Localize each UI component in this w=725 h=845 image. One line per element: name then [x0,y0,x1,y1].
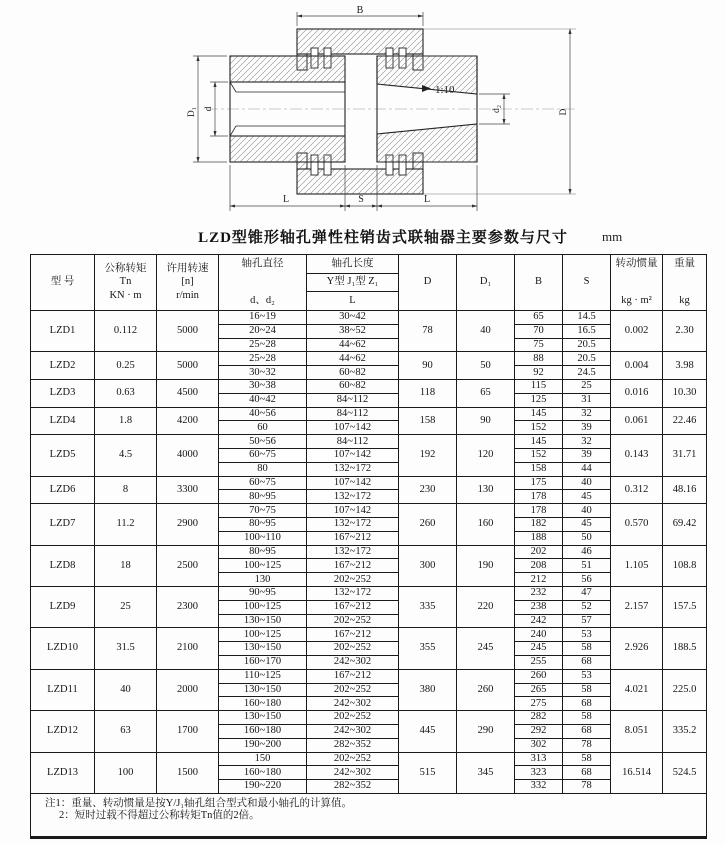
table-body [31,311,707,794]
cell-S: 44 [563,462,611,476]
cell-speed: 1700 [157,711,219,752]
cell-model: LZD4 [31,407,95,435]
cell-weight: 225.0 [663,669,707,710]
cell-weight: 48.16 [663,476,707,504]
cell-S: 58 [563,642,611,656]
cell-D1: 220 [457,586,515,627]
cell-torque: 4.5 [95,435,157,476]
parameters-table [30,254,707,839]
cell-S: 32 [563,435,611,449]
cell-B: 178 [515,490,563,504]
table-row [31,476,707,490]
dim-label-l-right: L [423,194,431,205]
cell-bore-length: 84~112 [307,393,399,407]
table-header [31,255,707,311]
cell-D: 515 [399,752,457,793]
cell-S: 53 [563,669,611,683]
cell-model: LZD12 [31,711,95,752]
cell-inertia: 8.051 [611,711,663,752]
cell-bore-diameter: 160~180 [219,724,307,738]
cell-S: 50 [563,531,611,545]
cell-bore-length: 132~172 [307,490,399,504]
table-row [31,545,707,559]
cell-B: 242 [515,614,563,628]
cell-D1: 65 [457,379,515,407]
cell-bore-diameter: 130~150 [219,683,307,697]
cell-model: LZD1 [31,311,95,352]
cell-bore-diameter: 100~125 [219,559,307,573]
header-length-symbol: L [349,295,356,307]
cell-inertia: 0.061 [611,407,663,435]
cell-D: 78 [399,311,457,352]
cell-B: 332 [515,780,563,794]
cell-bore-length: 167~212 [307,600,399,614]
cell-weight: 3.98 [663,352,707,380]
cell-S: 20.5 [563,352,611,366]
cell-bore-length: 60~82 [307,366,399,380]
cell-B: 182 [515,517,563,531]
cell-S: 25 [563,379,611,393]
cell-bore-diameter: 60~75 [219,476,307,490]
cell-bore-length: 202~252 [307,573,399,587]
cell-bore-diameter: 40~56 [219,407,307,421]
cell-B: 92 [515,366,563,380]
cell-bore-diameter: 130 [219,573,307,587]
cell-B: 175 [515,476,563,490]
dim-label-d2: d₂ [492,104,502,114]
cell-D1: 130 [457,476,515,504]
cell-S: 32 [563,407,611,421]
cell-S: 68 [563,724,611,738]
table-row [31,311,707,325]
cell-D1: 190 [457,545,515,586]
cell-weight: 188.5 [663,628,707,669]
cell-D: 158 [399,407,457,435]
cell-B: 323 [515,766,563,780]
cell-torque: 0.112 [95,311,157,352]
header-inertia-title: 转动惯量 [615,258,658,269]
cell-B: 265 [515,683,563,697]
cell-D: 260 [399,504,457,545]
cell-model: LZD11 [31,669,95,710]
header-bore-symbols: d、d₂ [250,294,275,306]
cell-model: LZD13 [31,752,95,793]
title-row [30,226,706,248]
cell-bore-length: 202~252 [307,683,399,697]
cell-bore-diameter: 100~125 [219,600,307,614]
cell-weight: 22.46 [663,407,707,435]
cell-B: 313 [515,752,563,766]
header-D1: D₁ [457,255,515,311]
header-length-types: Y型 J₁型 Z₁ [307,274,398,293]
cell-torque: 100 [95,752,157,793]
cell-bore-diameter: 25~28 [219,352,307,366]
cell-S: 31 [563,393,611,407]
cell-bore-diameter: 160~170 [219,655,307,669]
cell-D: 300 [399,545,457,586]
cell-bore-length: 44~62 [307,352,399,366]
cell-speed: 2900 [157,504,219,545]
cell-S: 68 [563,697,611,711]
cell-D1: 345 [457,752,515,793]
cell-D: 118 [399,379,457,407]
cell-D: 230 [399,476,457,504]
cell-speed: 2100 [157,628,219,669]
cell-bore-diameter: 80~95 [219,490,307,504]
cell-bore-length: 202~252 [307,642,399,656]
cell-D1: 160 [457,504,515,545]
cell-B: 260 [515,669,563,683]
notes-row [31,793,707,837]
cell-weight: 108.8 [663,545,707,586]
cell-S: 78 [563,780,611,794]
cell-B: 245 [515,642,563,656]
cell-B: 202 [515,545,563,559]
cell-bore-diameter: 150 [219,752,307,766]
cell-torque: 18 [95,545,157,586]
cell-speed: 2300 [157,586,219,627]
cell-torque: 31.5 [95,628,157,669]
cell-torque: 11.2 [95,504,157,545]
cell-D: 445 [399,711,457,752]
cell-bore-length: 282~352 [307,780,399,794]
cell-bore-length: 60~82 [307,379,399,393]
cell-B: 145 [515,407,563,421]
cell-S: 68 [563,766,611,780]
cell-B: 188 [515,531,563,545]
cell-S: 58 [563,711,611,725]
cell-bore-diameter: 50~56 [219,435,307,449]
coupling-technical-drawing [170,4,600,219]
page-title: LZD型锥形轴孔弹性柱销齿式联轴器主要参数与尺寸 [198,230,568,246]
cell-S: 45 [563,490,611,504]
cell-B: 208 [515,559,563,573]
cell-inertia: 0.004 [611,352,663,380]
table-notes [31,793,707,837]
cell-D1: 90 [457,407,515,435]
cell-B: 178 [515,504,563,518]
dim-label-d1: D₁ [187,106,197,118]
cell-model: LZD8 [31,545,95,586]
cell-S: 45 [563,517,611,531]
cell-bore-diameter: 130~150 [219,711,307,725]
cell-inertia: 0.570 [611,504,663,545]
cell-bore-diameter: 90~95 [219,586,307,600]
cell-bore-length: 107~142 [307,504,399,518]
cell-bore-diameter: 100~110 [219,531,307,545]
cell-bore-length: 242~302 [307,766,399,780]
cell-bore-diameter: 80 [219,462,307,476]
cell-bore-length: 107~142 [307,448,399,462]
cell-bore-length: 167~212 [307,559,399,573]
cell-bore-length: 132~172 [307,545,399,559]
cell-torque: 25 [95,586,157,627]
table-row [31,586,707,600]
cell-model: LZD10 [31,628,95,669]
cell-torque: 63 [95,711,157,752]
cell-bore-length: 132~172 [307,586,399,600]
cell-D: 192 [399,435,457,476]
table-row [31,711,707,725]
cell-B: 88 [515,352,563,366]
taper-label: 1:10 [435,84,455,96]
cell-bore-length: 167~212 [307,669,399,683]
header-S: S [563,255,611,311]
cell-B: 292 [515,724,563,738]
cell-model: LZD5 [31,435,95,476]
header-torque-line3: KN · m [109,289,142,301]
header-speed-line2: [n] [181,276,194,288]
cell-inertia: 1.105 [611,545,663,586]
cell-torque: 1.8 [95,407,157,435]
cell-weight: 2.30 [663,311,707,352]
cell-bore-diameter: 70~75 [219,504,307,518]
cell-S: 40 [563,504,611,518]
cell-model: LZD2 [31,352,95,380]
cell-bore-length: 132~172 [307,462,399,476]
header-D: D [399,255,457,311]
cell-bore-length: 282~352 [307,738,399,752]
cell-inertia: 0.312 [611,476,663,504]
cell-bore-length: 242~302 [307,655,399,669]
cell-B: 70 [515,324,563,338]
cell-D1: 245 [457,628,515,669]
cell-bore-diameter: 40~42 [219,393,307,407]
cell-B: 152 [515,421,563,435]
cell-model: LZD9 [31,586,95,627]
table-row [31,407,707,421]
cell-B: 275 [515,697,563,711]
header-torque [95,255,157,311]
cell-bore-length: 132~172 [307,517,399,531]
cell-B: 255 [515,655,563,669]
cell-speed: 2000 [157,669,219,710]
cell-S: 57 [563,614,611,628]
header-bore-length [307,255,399,311]
cell-bore-diameter: 160~180 [219,766,307,780]
cell-weight: 69.42 [663,504,707,545]
cell-bore-length: 202~252 [307,711,399,725]
cell-bore-diameter: 30~32 [219,366,307,380]
cell-B: 115 [515,379,563,393]
cell-B: 302 [515,738,563,752]
cell-speed: 3300 [157,476,219,504]
table-row [31,435,707,449]
cell-weight: 157.5 [663,586,707,627]
cell-speed: 5000 [157,352,219,380]
cell-S: 14.5 [563,311,611,325]
cell-bore-diameter: 16~19 [219,311,307,325]
cell-bore-length: 107~142 [307,421,399,435]
dim-label-b: B [356,5,364,16]
cell-B: 65 [515,311,563,325]
cell-bore-diameter: 100~125 [219,628,307,642]
header-speed-line3: r/min [176,289,199,301]
dim-label-s: S [358,194,364,205]
cell-bore-diameter: 160~180 [219,697,307,711]
header-torque-line1: 公称转矩 [104,263,147,275]
cell-bore-diameter: 30~38 [219,379,307,393]
coupling-drawing-svg [170,4,600,219]
cell-B: 125 [515,393,563,407]
table-row [31,504,707,518]
table-row [31,669,707,683]
cell-bore-diameter: 60 [219,421,307,435]
unit-label: mm [602,229,623,244]
cell-B: 282 [515,711,563,725]
cell-inertia: 0.002 [611,311,663,352]
cell-D1: 40 [457,311,515,352]
note-line-2: 2：短时过载不得超过公称转矩Tn值的2倍。 [59,809,260,821]
cell-S: 20.5 [563,338,611,352]
cell-S: 24.5 [563,366,611,380]
cell-weight: 335.2 [663,711,707,752]
cell-S: 56 [563,573,611,587]
cell-S: 52 [563,600,611,614]
cell-torque: 8 [95,476,157,504]
cell-S: 40 [563,476,611,490]
cell-bore-length: 167~212 [307,628,399,642]
cell-S: 47 [563,586,611,600]
cell-D: 380 [399,669,457,710]
cell-bore-diameter: 190~200 [219,738,307,752]
cell-bore-diameter: 80~95 [219,517,307,531]
cell-bore-length: 167~212 [307,531,399,545]
table-row [31,628,707,642]
cell-S: 51 [563,559,611,573]
header-B: B [515,255,563,311]
cell-bore-length: 242~302 [307,697,399,711]
cell-bore-diameter: 80~95 [219,545,307,559]
cell-D: 90 [399,352,457,380]
cell-bore-diameter: 190~220 [219,780,307,794]
cell-D1: 290 [457,711,515,752]
dim-label-l-left: L [282,194,290,205]
cell-bore-length: 242~302 [307,724,399,738]
cell-weight: 31.71 [663,435,707,476]
header-speed [157,255,219,311]
header-weight-unit: kg [679,294,690,306]
cell-weight: 10.30 [663,379,707,407]
cell-bore-length: 202~252 [307,752,399,766]
dim-label-d: d [204,106,214,112]
cell-B: 240 [515,628,563,642]
cell-speed: 4500 [157,379,219,407]
header-weight-title: 重量 [674,258,695,269]
cell-weight: 524.5 [663,752,707,793]
cell-bore-diameter: 130~150 [219,642,307,656]
cell-torque: 0.25 [95,352,157,380]
cell-B: 152 [515,448,563,462]
cell-speed: 5000 [157,311,219,352]
cell-S: 58 [563,752,611,766]
cell-D1: 50 [457,352,515,380]
header-inertia-unit: kg · m² [621,294,652,306]
cell-inertia: 0.016 [611,379,663,407]
cell-bore-length: 202~252 [307,614,399,628]
header-inertia [611,255,663,311]
header-length-title: 轴孔长度 [307,255,398,274]
cell-D: 335 [399,586,457,627]
cell-S: 78 [563,738,611,752]
header-bore-title: 轴孔直径 [241,258,284,269]
cell-speed: 4200 [157,407,219,435]
cell-B: 158 [515,462,563,476]
cell-bore-diameter: 130~150 [219,614,307,628]
cell-model: LZD7 [31,504,95,545]
cell-B: 212 [515,573,563,587]
table-row [31,352,707,366]
cell-S: 16.5 [563,324,611,338]
table-row [31,379,707,393]
header-weight [663,255,707,311]
cell-bore-length: 30~42 [307,311,399,325]
cell-speed: 1500 [157,752,219,793]
cell-bore-length: 38~52 [307,324,399,338]
cell-inertia: 2.157 [611,586,663,627]
cell-inertia: 4.021 [611,669,663,710]
cell-S: 68 [563,655,611,669]
cell-B: 145 [515,435,563,449]
header-torque-line2: Tn [119,276,132,288]
cell-D1: 260 [457,669,515,710]
cell-S: 58 [563,683,611,697]
cell-model: LZD3 [31,379,95,407]
cell-bore-length: 107~142 [307,476,399,490]
cell-B: 238 [515,600,563,614]
cell-D: 355 [399,628,457,669]
cell-B: 75 [515,338,563,352]
cell-bore-diameter: 110~125 [219,669,307,683]
cell-bore-diameter: 60~75 [219,448,307,462]
cell-inertia: 2.926 [611,628,663,669]
header-bore-diameter [219,255,307,311]
cell-inertia: 0.143 [611,435,663,476]
cell-S: 39 [563,421,611,435]
cell-bore-length: 44~62 [307,338,399,352]
table-row [31,752,707,766]
cell-bore-diameter: 25~28 [219,338,307,352]
cell-bore-length: 84~112 [307,435,399,449]
cell-bore-length: 84~112 [307,407,399,421]
cell-model: LZD6 [31,476,95,504]
cell-inertia: 16.514 [611,752,663,793]
header-speed-line1: 许用转速 [166,263,209,275]
cell-speed: 2500 [157,545,219,586]
cell-S: 39 [563,448,611,462]
dim-label-D: D [559,108,569,116]
cell-bore-diameter: 20~24 [219,324,307,338]
cell-speed: 4000 [157,435,219,476]
cell-S: 53 [563,628,611,642]
cell-torque: 0.63 [95,379,157,407]
cell-torque: 40 [95,669,157,710]
cell-B: 232 [515,586,563,600]
note-line-1: 注1：重量、转动惯量是按Y/J₁轴孔组合型式和最小轴孔的计算值。 [45,797,352,809]
header-model: 型 号 [31,255,95,311]
cell-D1: 120 [457,435,515,476]
cell-S: 46 [563,545,611,559]
